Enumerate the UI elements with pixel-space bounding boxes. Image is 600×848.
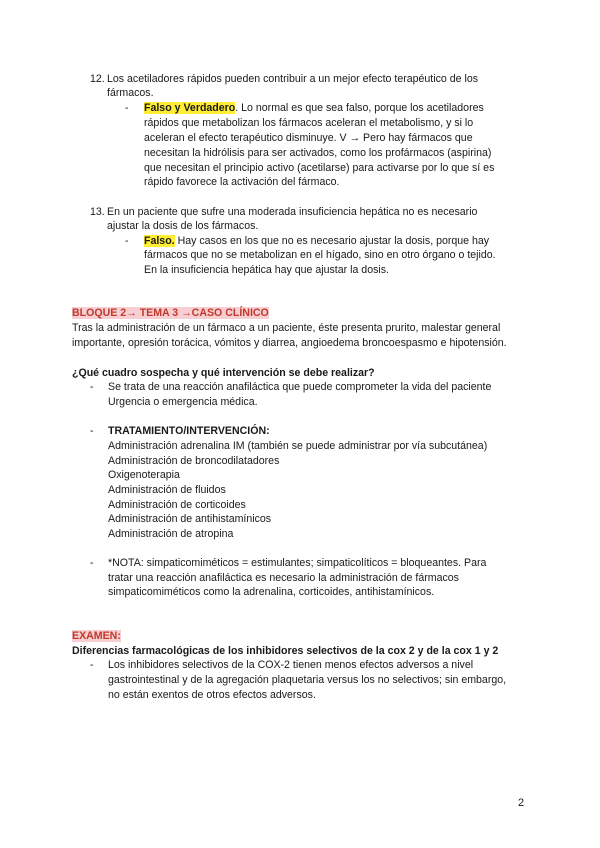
- bloque-intro-line2: importante, opresión torácica, vómitos y diarrea, angioedema broncoespasmo e hipotensión.: [72, 337, 507, 349]
- q13-answer-line3: En la insuficiencia hepática hay que ajustar la dosis.: [144, 264, 389, 276]
- q13-answer-dash: -: [125, 235, 129, 247]
- q13-number: 13.: [90, 206, 105, 218]
- nota-line2: tratar una reacción anafiláctica es necesario la administración de fármacos: [108, 572, 459, 584]
- treatment-item-5: Administración de corticoides: [108, 499, 246, 511]
- q12-answer-dash: -: [125, 102, 129, 114]
- q12-answer-text1: . Lo normal es que sea falso, porque los acetiladores: [235, 102, 484, 114]
- treatment-title: TRATAMIENTO/INTERVENCIÓN:: [108, 425, 270, 437]
- bloque-question: ¿Qué cuadro sospecha y qué intervención se debe realizar?: [72, 367, 375, 379]
- q12-answer-line1: [144, 101, 484, 116]
- treatment-item-6: Administración de antihistamínicos: [108, 513, 272, 525]
- examen-bullet1-line3: no están exentos de otros efectos adversos.: [108, 689, 316, 701]
- bloque-bullet1-line2: Urgencia o emergencia médica.: [108, 396, 258, 408]
- treatment-item-2: Administración de broncodilatadores: [108, 455, 280, 467]
- bloque-bullet1-dash: -: [90, 381, 94, 393]
- treatment-item-1: Administración adrenalina IM (también se puede administrar por vía subcutánea): [108, 440, 488, 452]
- q12-answer-line2: rápidos que metabolizan los fármacos aceleran el metabolismo, y si lo: [144, 117, 474, 129]
- q12-number: 12.: [90, 73, 105, 85]
- bloque-heading-text: BLOQUE 2→ TEMA 3 →CASO CLÍNICO: [72, 307, 269, 319]
- q12-line2: fármacos.: [107, 87, 154, 99]
- bloque-intro-line1: Tras la administración de un fármaco a un paciente, éste presenta prurito, malestar general: [72, 322, 501, 334]
- treatment-item-7: Administración de atropina: [108, 528, 234, 540]
- q12-answer-line6: rápido favorece la activación del fármaco.: [144, 176, 340, 188]
- q12-answer-line3: aceleran el efecto terapéutico disminuye. V → Pero hay fármacos que: [144, 132, 473, 144]
- treatment-item-4: Administración de fluidos: [108, 484, 226, 496]
- q13-answer-line1: [144, 234, 489, 249]
- q12-line1: Los acetiladores rápidos pueden contribuir a un mejor efecto terapéutico de los: [107, 73, 479, 85]
- q13-line1: En un paciente que sufre una moderada insuficiencia hepática no es necesario: [107, 206, 478, 218]
- examen-bullet1-line2: gastrointestinal y de la agregación plaquetaria versus los no selectivos; sin embargo,: [108, 674, 507, 686]
- bloque-bullet1-line1: Se trata de una reacción anafiláctica que puede comprometer la vida del paciente: [108, 381, 492, 393]
- q12-answer-line5: que necesitan el principio activo (acetilarse) para activarse por lo que sí es: [144, 162, 495, 174]
- q13-line2: ajustar la dosis de los fármacos.: [107, 220, 259, 232]
- examen-subheading: Diferencias farmacológicas de los inhibidores selectivos de la cox 2 y de la cox 1 y 2: [72, 645, 499, 657]
- bloque-heading: [72, 306, 269, 321]
- examen-heading: [72, 629, 121, 644]
- q13-answer-text1: Hay casos en los que no es necesario ajustar la dosis, porque hay: [174, 235, 490, 247]
- q13-answer-label: Falso.: [144, 235, 175, 247]
- nota-line3: simpaticomiméticos como la adrenalina, corticoides, antihistamínicos.: [108, 586, 435, 598]
- examen-bullet1-dash: -: [90, 659, 94, 671]
- examen-heading-text: EXAMEN:: [72, 630, 121, 642]
- bloque-bullet2-dash: -: [90, 425, 94, 437]
- page-number: 2: [518, 797, 525, 809]
- examen-bullet1-line1: Los inhibidores selectivos de la COX-2 tienen menos efectos adversos a nivel: [108, 659, 474, 671]
- q12-answer-line4: necesitan la hidrólisis para ser activados, como los profármacos (aspirina): [144, 147, 492, 159]
- nota-line1: *NOTA: simpaticomiméticos = estimulantes; simpaticolíticos = bloqueantes. Para: [108, 557, 487, 569]
- treatment-item-3: Oxigenoterapia: [108, 469, 180, 481]
- q12-answer-label: Falso y Verdadero: [144, 102, 236, 114]
- q13-answer-line2: fármacos que no se metabolizan en el hígado, sino en otro órgano o tejido.: [144, 249, 496, 261]
- bloque-bullet3-dash: -: [90, 557, 94, 569]
